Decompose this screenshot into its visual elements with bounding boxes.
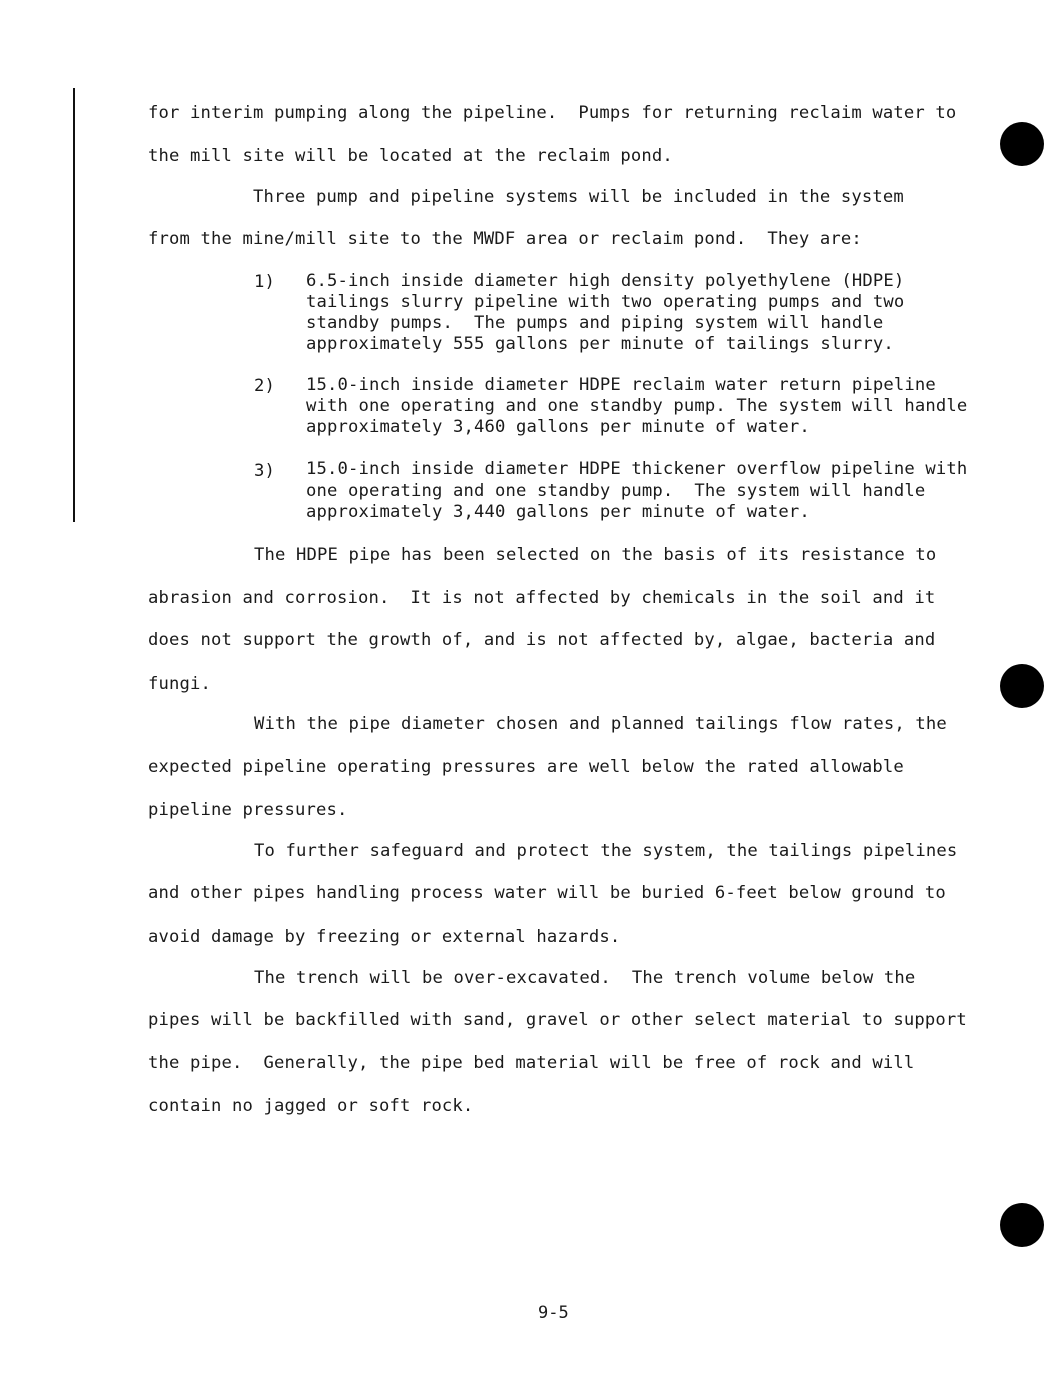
body-line: does not support the growth of, and is not affected by, algae, bacteria and: [148, 630, 936, 650]
body-line: and other pipes handling process water will be buried 6-feet below ground to: [148, 883, 946, 903]
body-line: fungi.: [148, 674, 211, 694]
body-line: abrasion and corrosion. It is not affected by chemicals in the soil and it: [148, 588, 936, 608]
list-marker: 3): [254, 461, 275, 481]
body-line: avoid damage by freezing or external hazards.: [148, 927, 621, 947]
body-line: for interim pumping along the pipeline. Pumps for returning reclaim water to: [148, 103, 957, 123]
body-line: pipes will be backfilled with sand, gravel or other select material to support: [148, 1010, 967, 1030]
list-item-line: tailings slurry pipeline with two operating pumps and two: [306, 292, 905, 312]
body-line: the pipe. Generally, the pipe bed material will be free of rock and will: [148, 1053, 915, 1073]
list-marker: 1): [254, 272, 275, 292]
list-item-line: one operating and one standby pump. The system will handle: [306, 481, 926, 501]
revision-change-bar: [73, 88, 75, 522]
body-line: With the pipe diameter chosen and planned tailings flow rates, the: [254, 714, 947, 734]
list-item-line: approximately 3,440 gallons per minute of water.: [306, 502, 810, 522]
body-line: the mill site will be located at the reclaim pond.: [148, 146, 673, 166]
punch-hole-bottom: [1000, 1203, 1044, 1247]
list-item-line: 15.0-inch inside diameter HDPE thickener overflow pipeline with: [306, 459, 968, 479]
body-line: expected pipeline operating pressures are well below the rated allowable: [148, 757, 904, 777]
list-marker: 2): [254, 376, 275, 396]
list-item-line: 15.0-inch inside diameter HDPE reclaim water return pipeline: [306, 375, 936, 395]
list-item-line: with one operating and one standby pump. The system will handle: [306, 396, 968, 416]
list-item-line: approximately 3,460 gallons per minute of water.: [306, 417, 810, 437]
body-line: from the mine/mill site to the MWDF area or reclaim pond. They are:: [148, 229, 862, 249]
punch-hole-top: [1000, 122, 1044, 166]
body-line: Three pump and pipeline systems will be included in the system: [253, 187, 904, 207]
list-item-line: 6.5-inch inside diameter high density polyethylene (HDPE): [306, 271, 905, 291]
body-line: The trench will be over-excavated. The trench volume below the: [254, 968, 916, 988]
list-item-line: standby pumps. The pumps and piping system will handle: [306, 313, 884, 333]
body-line: contain no jagged or soft rock.: [148, 1096, 474, 1116]
body-line: To further safeguard and protect the system, the tailings pipelines: [254, 841, 958, 861]
body-line: pipeline pressures.: [148, 800, 348, 820]
body-line: The HDPE pipe has been selected on the basis of its resistance to: [254, 545, 937, 565]
punch-hole-middle: [1000, 664, 1044, 708]
list-item-line: approximately 555 gallons per minute of tailings slurry.: [306, 334, 894, 354]
page-number: 9-5: [538, 1303, 569, 1323]
